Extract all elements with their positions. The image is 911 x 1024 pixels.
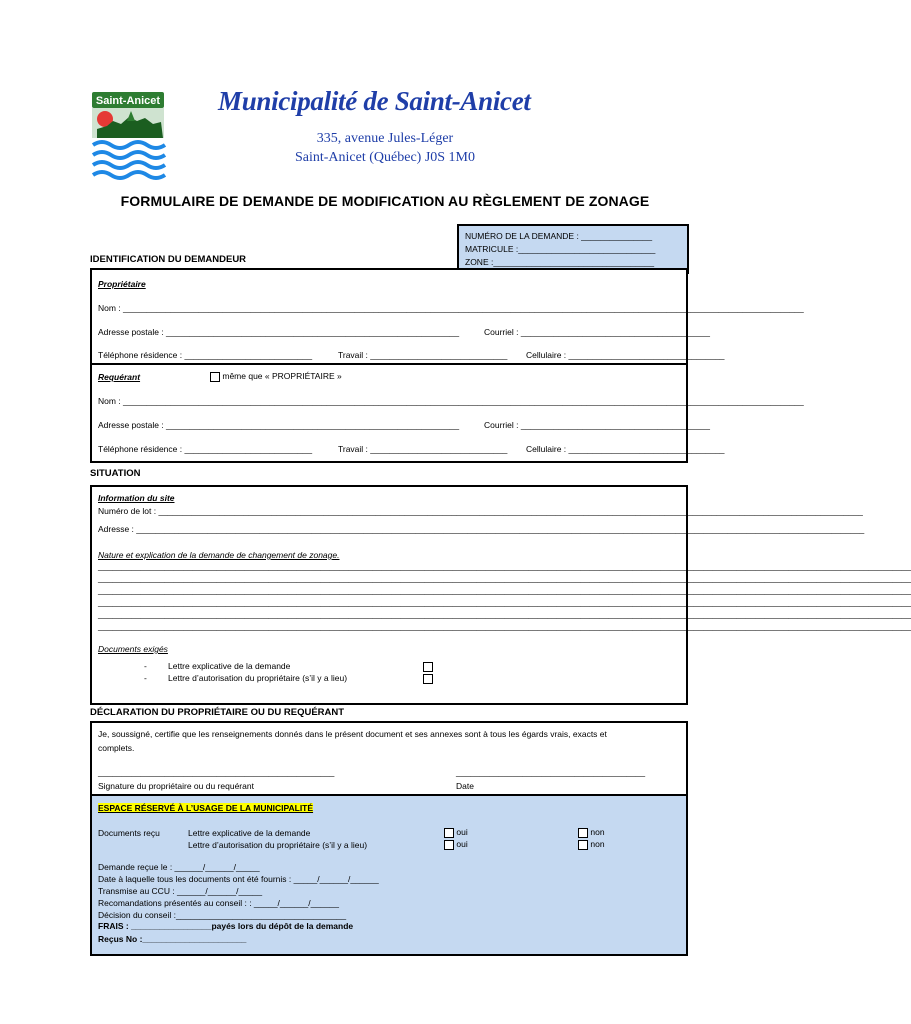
owner-name-field[interactable]: Nom : ________________________________________________________________________________________________________________________________________________ bbox=[98, 303, 804, 313]
declaration-box bbox=[90, 721, 688, 797]
municipality-box bbox=[90, 794, 688, 956]
owner-cell-field[interactable]: Cellulaire : _________________________________ bbox=[526, 350, 725, 360]
applicant-home-phone-field[interactable]: Téléphone résidence : ___________________________ bbox=[98, 444, 313, 454]
received-authorization-letter: Lettre d’autorisation du propriétaire (s’il y a lieu) bbox=[188, 840, 368, 850]
site-info-heading: Information du site bbox=[98, 493, 175, 503]
received-explanatory-letter: Lettre explicative de la demande bbox=[188, 828, 311, 838]
matricule-field[interactable]: MATRICULE :_____________________________ bbox=[465, 244, 656, 254]
form-title: FORMULAIRE DE DEMANDE DE MODIFICATION AU RÈGLEMENT DE ZONAGE bbox=[120, 193, 650, 209]
address-line-2: Saint-Anicet (Québec) J0S 1M0 bbox=[294, 150, 476, 165]
doc-authorization-letter: Lettre d’autorisation du propriétaire (s’il y a lieu) bbox=[168, 673, 348, 683]
applicant-heading: Requérant bbox=[98, 372, 141, 382]
owner-box bbox=[90, 268, 804, 367]
recommendations-date-field[interactable]: Recomandations présentés au conseil : : _____/______/______ bbox=[98, 898, 340, 908]
same-as-owner-checkbox[interactable] bbox=[210, 372, 220, 382]
owner-home-phone-field[interactable]: Téléphone résidence : ___________________________ bbox=[98, 350, 313, 360]
documents-complete-date-field[interactable]: Date à laquelle tous les documents ont été fournis : _____/______/______ bbox=[98, 874, 379, 884]
receipt-label: Reçus No : bbox=[98, 934, 143, 944]
declaration-section-title: DÉCLARATION DU PROPRIÉTAIRE OU DU REQUÉRANT bbox=[90, 707, 345, 718]
declaration-text-line-2: complets. bbox=[98, 743, 135, 753]
yes-label: oui bbox=[456, 839, 468, 849]
signature-label: Signature du propriétaire ou du requérant bbox=[98, 781, 254, 791]
fees-line bbox=[98, 921, 353, 931]
same-as-owner-option[interactable] bbox=[210, 371, 342, 382]
request-received-date-field[interactable]: Demande reçue le : ______/______/_____ bbox=[98, 862, 260, 872]
doc-authorization-letter-checkbox[interactable] bbox=[423, 674, 433, 684]
doc-explanatory-letter: Lettre explicative de la demande bbox=[168, 661, 291, 671]
council-decision-field[interactable]: Décision du conseil :____________________________________ bbox=[98, 910, 347, 920]
applicant-box bbox=[90, 363, 804, 463]
date-field[interactable]: ________________________________________ bbox=[456, 767, 646, 777]
no-label: non bbox=[590, 827, 605, 837]
receipt-line bbox=[98, 934, 246, 944]
signature-field[interactable]: __________________________________________________ bbox=[98, 767, 335, 777]
applicant-email-field[interactable]: Courriel : ________________________________________ bbox=[484, 420, 710, 430]
date-label: Date bbox=[456, 781, 474, 791]
applicant-work-phone-field[interactable]: Travail : _____________________________ bbox=[338, 444, 508, 454]
applicant-name-field[interactable]: Nom : ________________________________________________________________________________________________________________________________________________ bbox=[98, 396, 804, 406]
nature-line[interactable]: ____________________________________________________________________________________________________________________________________________________________________________ bbox=[98, 597, 911, 607]
explanatory-letter-yes-checkbox[interactable] bbox=[444, 828, 454, 838]
declaration-text-line-1: Je, soussigné, certifie que les renseignements donnés dans le présent document et ses annexes sont à tous les égards vrais, exacts et bbox=[98, 729, 607, 739]
zone-field[interactable]: ZONE :__________________________________ bbox=[465, 257, 655, 267]
municipality-header: ESPACE RÉSERVÉ À L’USAGE DE LA MUNICIPALITÉ bbox=[98, 803, 314, 813]
site-address-field[interactable]: Adresse : __________________________________________________________________________________________________________________________________________________________ bbox=[98, 524, 865, 534]
nature-line[interactable]: ____________________________________________________________________________________________________________________________________________________________________________ bbox=[98, 561, 911, 571]
municipality-title: Municipalité de Saint-Anicet bbox=[218, 86, 531, 116]
documents-heading: Documents exigés bbox=[98, 644, 168, 654]
identification-section-title: IDENTIFICATION DU DEMANDEUR bbox=[90, 254, 247, 265]
nature-line[interactable]: ____________________________________________________________________________________________________________________________________________________________________________ bbox=[98, 585, 911, 595]
doc-bullet: - bbox=[144, 673, 147, 683]
yes-label: oui bbox=[456, 827, 468, 837]
situation-section-title: SITUATION bbox=[90, 468, 141, 479]
ccu-transmitted-date-field[interactable]: Transmise au CCU : ______/______/_____ bbox=[98, 886, 263, 896]
owner-heading: Propriétaire bbox=[98, 279, 146, 289]
docs-received-label: Documents reçu bbox=[98, 828, 160, 838]
situation-box bbox=[90, 485, 911, 705]
request-number-field[interactable]: NUMÉRO DE LA DEMANDE : _______________ bbox=[465, 231, 653, 241]
logo-text: Saint-Anicet bbox=[95, 95, 161, 107]
authorization-letter-yes-checkbox[interactable] bbox=[444, 840, 454, 850]
nature-line[interactable]: ____________________________________________________________________________________________________________________________________________________________________________ bbox=[98, 609, 911, 619]
authorization-letter-no-checkbox[interactable] bbox=[578, 840, 588, 850]
nature-heading: Nature et explication de la demande de changement de zonage. bbox=[98, 550, 340, 560]
reference-box bbox=[457, 224, 689, 274]
nature-line[interactable]: ____________________________________________________________________________________________________________________________________________________________________________ bbox=[98, 573, 911, 583]
same-as-owner-label: même que « PROPRIÉTAIRE » bbox=[222, 371, 342, 381]
explanatory-letter-no-checkbox[interactable] bbox=[578, 828, 588, 838]
nature-line[interactable]: ____________________________________________________________________________________________________________________________________________________________________________ bbox=[98, 621, 911, 631]
lot-number-field[interactable]: Numéro de lot : _____________________________________________________________________________________________________________________________________________________ bbox=[98, 506, 863, 516]
doc-explanatory-letter-checkbox[interactable] bbox=[423, 662, 433, 672]
owner-email-field[interactable]: Courriel : ________________________________________ bbox=[484, 327, 710, 337]
applicant-address-field[interactable]: Adresse postale : ______________________________________________________________ bbox=[98, 420, 460, 430]
doc-bullet: - bbox=[144, 661, 147, 671]
fees-label: FRAIS : bbox=[98, 921, 132, 931]
fees-note: payés lors du dépôt de la demande bbox=[211, 921, 354, 931]
receipt-number-field[interactable]: ______________________ bbox=[142, 934, 247, 944]
no-label: non bbox=[590, 839, 605, 849]
fees-field[interactable]: _________________ bbox=[131, 921, 212, 931]
address-line-1: 335, avenue Jules-Léger bbox=[316, 131, 454, 146]
owner-address-field[interactable]: Adresse postale : ______________________________________________________________ bbox=[98, 327, 460, 337]
owner-work-phone-field[interactable]: Travail : _____________________________ bbox=[338, 350, 508, 360]
applicant-cell-field[interactable]: Cellulaire : _________________________________ bbox=[526, 444, 725, 454]
